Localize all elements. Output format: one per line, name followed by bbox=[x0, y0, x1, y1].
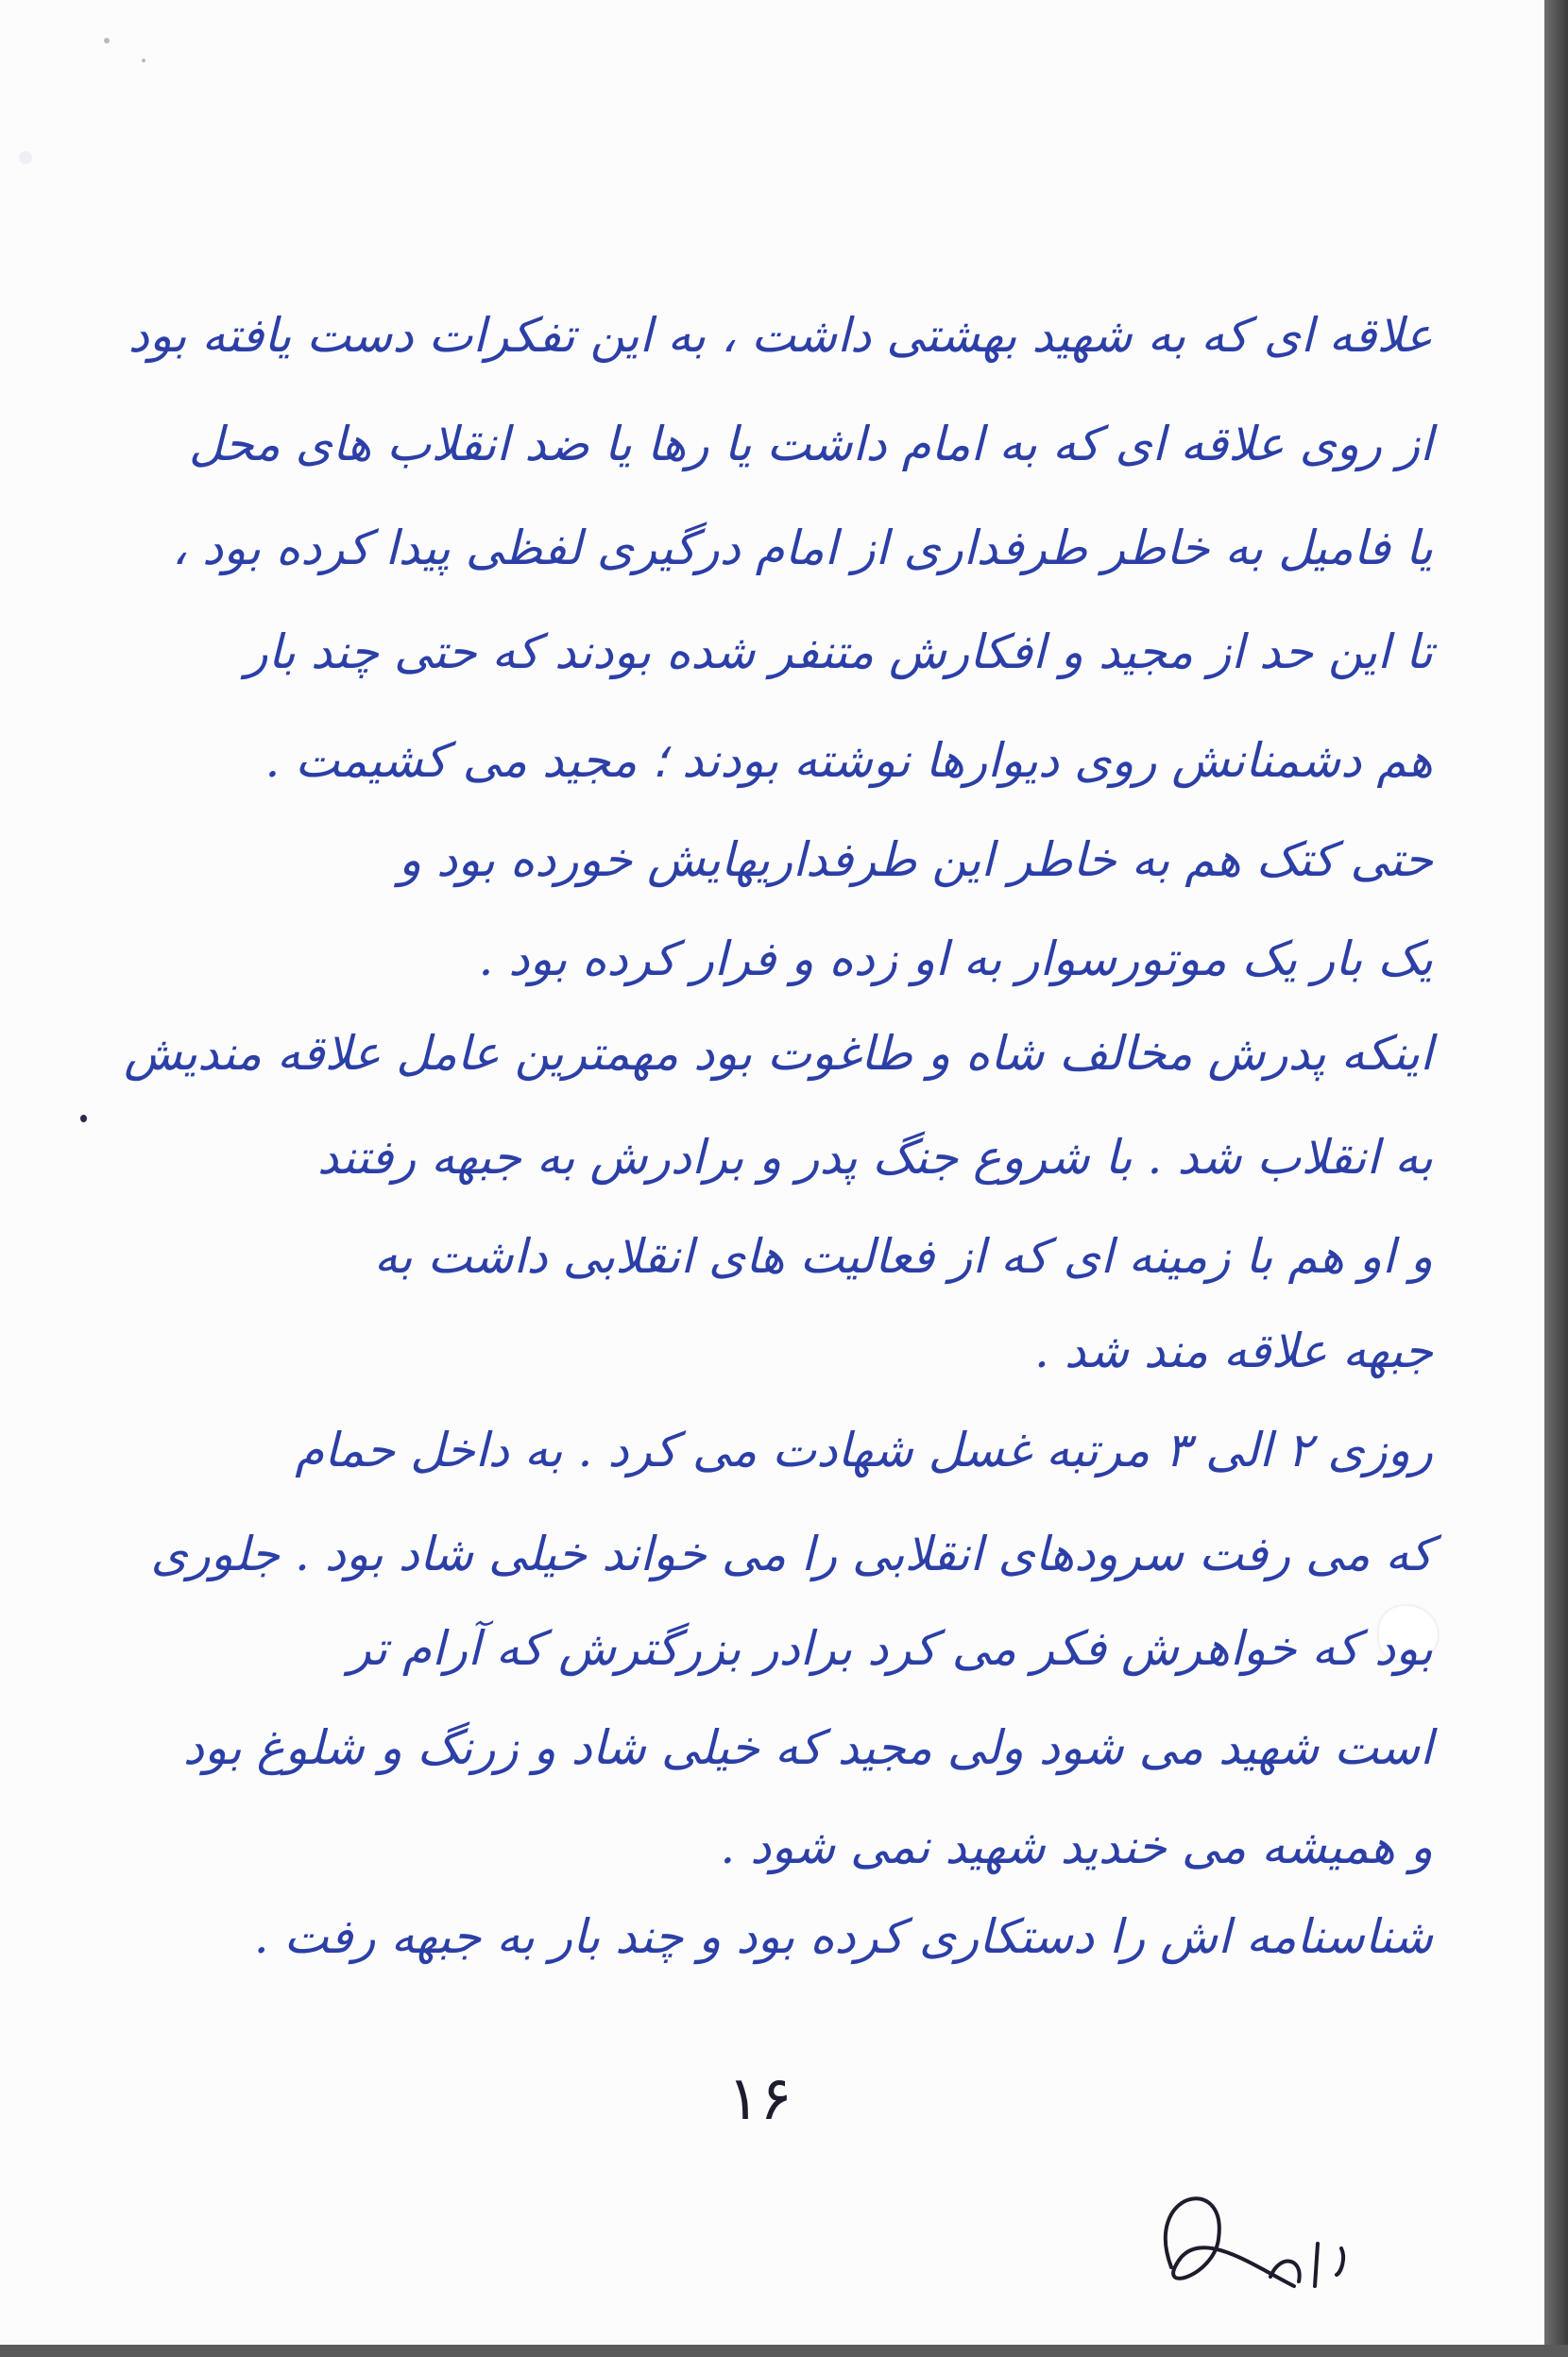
scan-edge bbox=[1544, 0, 1568, 2357]
text-line-6: حتی کتک هم به خاطر این طرفداریهایش خورده بود و bbox=[398, 832, 1433, 887]
paper-speck bbox=[19, 151, 32, 164]
text-line-9: به انقلاب شد . با شروع جنگ پدر و برادرش به جبهه رفتند bbox=[316, 1130, 1433, 1185]
text-line-12: روزی ۲ الی ۳ مرتبه غسل شهادت می کرد . به داخل حمام bbox=[295, 1423, 1433, 1477]
text-line-5: هم دشمنانش روی دیوارها نوشته بودند ؛ مجید می کشیمت . bbox=[264, 733, 1433, 788]
page-number: ۱۶ bbox=[727, 2064, 793, 2134]
paper-speck bbox=[80, 1115, 87, 1122]
scan-edge-bottom bbox=[0, 2345, 1568, 2357]
text-line-10: و او هم با زمینه ای که از فعالیت های انقلابی داشت به bbox=[373, 1229, 1433, 1284]
text-line-17: شناسنامه اش را دستکاری کرده بود و چند بار به جبهه رفت . bbox=[253, 1909, 1433, 1964]
signature bbox=[1115, 2154, 1360, 2314]
text-line-2: از روی علاقه ای که به امام داشت یا رها یا ضد انقلاب های محل bbox=[188, 417, 1433, 471]
paper-speck bbox=[142, 59, 145, 62]
text-line-4: تا این حد از مجید و افکارش متنفر شده بودند که حتی چند بار bbox=[245, 624, 1433, 679]
text-line-8: اینکه پدرش مخالف شاه و طاغوت بود مهمترین عامل علاقه مندیش bbox=[124, 1026, 1433, 1081]
text-line-16: و همیشه می خندید شهید نمی شود . bbox=[720, 1819, 1433, 1874]
text-line-11: جبهه علاقه مند شد . bbox=[1034, 1324, 1433, 1378]
text-line-14: بود که خواهرش فکر می کرد برادر بزرگترش که آرام تر bbox=[348, 1621, 1433, 1676]
text-line-3: یا فامیل به خاطر طرفداری از امام درگیری لفظی پیدا کرده بود ، bbox=[172, 521, 1433, 575]
text-line-13: که می رفت سرودهای انقلابی را می خواند خیلی شاد بود . جلوری bbox=[150, 1527, 1433, 1581]
text-line-7: یک بار یک موتورسوار به او زده و فرار کرده بود . bbox=[478, 931, 1433, 986]
text-line-1: علاقه ای که به شهید بهشتی داشت ، به این تفکرات دست یافته بود bbox=[128, 308, 1433, 363]
paper-speck bbox=[104, 38, 110, 43]
text-line-15: است شهید می شود ولی مجید که خیلی شاد و زرنگ و شلوغ بود bbox=[182, 1720, 1433, 1775]
